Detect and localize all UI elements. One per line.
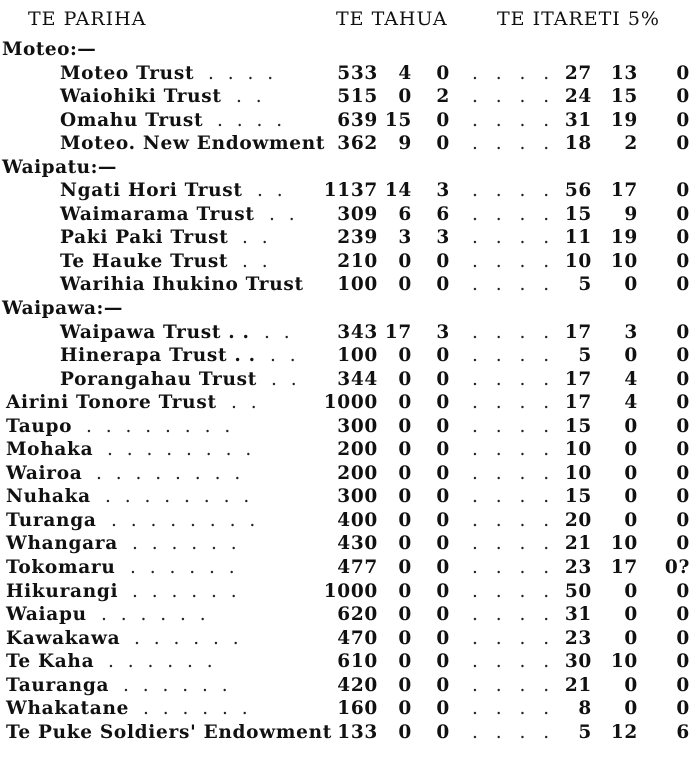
- amount-pence: 0: [436, 368, 450, 390]
- interest-shillings: 3: [624, 321, 638, 343]
- interest-pounds: 23: [564, 627, 592, 649]
- parish-name: Turanga: [6, 509, 97, 531]
- interest-shillings: 0: [624, 415, 638, 437]
- leader-dots: . . . .: [472, 627, 556, 649]
- table-row: [0, 650, 700, 674]
- interest-pounds: 11: [564, 227, 592, 249]
- header-amount: TE TAHUA: [336, 8, 448, 30]
- leader-dots: . .: [271, 368, 301, 390]
- table-row: [0, 627, 700, 651]
- leader-dots: . . . .: [472, 698, 556, 720]
- amount-shillings: 0: [398, 509, 412, 531]
- parish-name: Taupo: [6, 415, 73, 437]
- amount-pounds: 400: [337, 509, 378, 531]
- interest-shillings: 13: [610, 62, 638, 84]
- parish-name: Whangara: [6, 533, 118, 555]
- amount-pounds: 100: [337, 274, 378, 296]
- interest-pounds: 24: [564, 86, 592, 108]
- amount-shillings: 3: [398, 227, 412, 249]
- amount-shillings: 0: [398, 439, 412, 461]
- amount-pence: 0: [436, 557, 450, 579]
- leader-dots: . . . . . .: [101, 604, 210, 626]
- amount-pence: 0: [436, 698, 450, 720]
- interest-shillings: 0: [624, 486, 638, 508]
- interest-shillings: 9: [624, 203, 638, 225]
- interest-shillings: 0: [624, 580, 638, 602]
- leader-dots: . .: [257, 180, 287, 202]
- parish-name: Mohaka: [6, 439, 94, 461]
- table-row: [0, 391, 700, 415]
- parish-name: Waipawa Trust . .: [60, 321, 250, 343]
- leader-dots: . . . . . .: [108, 651, 217, 673]
- amount-pounds: 1000: [323, 392, 378, 414]
- leader-dots: . . . .: [472, 250, 556, 272]
- interest-pence: 0: [676, 509, 690, 531]
- interest-pounds: 5: [578, 274, 592, 296]
- leader-dots: . . . .: [472, 345, 556, 367]
- interest-pence: 0: [676, 86, 690, 108]
- amount-pounds: 639: [337, 109, 378, 131]
- table-row: [0, 674, 700, 698]
- parish-name: Porangahau Trust: [60, 368, 257, 390]
- leader-dots: . . . .: [472, 533, 556, 555]
- amount-pence: 0: [436, 439, 450, 461]
- leader-dots: . . . .: [472, 415, 556, 437]
- amount-pounds: 420: [337, 674, 378, 696]
- amount-pence: 3: [436, 321, 450, 343]
- leader-dots: . . . .: [472, 580, 556, 602]
- interest-pence: 0: [676, 392, 690, 414]
- section-heading: [0, 38, 700, 62]
- amount-pounds: 430: [337, 533, 378, 555]
- header-interest: TE ITARETI 5%: [497, 8, 660, 30]
- interest-pence: 0: [676, 580, 690, 602]
- amount-pounds: 533: [337, 62, 378, 84]
- table-row: [0, 203, 700, 227]
- section-label: Waipawa:—: [2, 298, 123, 320]
- leader-dots: . . . .: [217, 109, 287, 131]
- amount-shillings: 0: [398, 651, 412, 673]
- leader-dots: . . . .: [472, 439, 556, 461]
- amount-pence: 0: [436, 604, 450, 626]
- interest-pounds: 50: [564, 580, 592, 602]
- amount-shillings: 0: [398, 392, 412, 414]
- interest-pence: 0: [676, 486, 690, 508]
- amount-pounds: 300: [337, 486, 378, 508]
- interest-shillings: 0: [624, 674, 638, 696]
- amount-pence: 0: [436, 580, 450, 602]
- parish-name: Nuhaka: [6, 486, 91, 508]
- interest-pence: 0: [676, 439, 690, 461]
- amount-pence: 6: [436, 203, 450, 225]
- amount-shillings: 15: [384, 109, 412, 131]
- table-row: [0, 179, 700, 203]
- parish-name: Ngati Hori Trust: [60, 180, 243, 202]
- interest-shillings: 0: [624, 462, 638, 484]
- amount-pence: 2: [436, 86, 450, 108]
- table-row: [0, 415, 700, 439]
- interest-pounds: 17: [564, 368, 592, 390]
- parish-name: Paki Paki Trust: [60, 227, 229, 249]
- interest-pence: 0: [676, 203, 690, 225]
- interest-shillings: 17: [610, 557, 638, 579]
- interest-shillings: 17: [610, 180, 638, 202]
- leader-dots: . . . .: [472, 462, 556, 484]
- interest-shillings: 10: [610, 651, 638, 673]
- table-row: [0, 273, 700, 297]
- amount-shillings: 0: [398, 368, 412, 390]
- amount-shillings: 0: [398, 580, 412, 602]
- interest-pounds: 20: [564, 509, 592, 531]
- amount-shillings: 0: [398, 533, 412, 555]
- amount-shillings: 0: [398, 486, 412, 508]
- amount-shillings: 0: [398, 721, 412, 743]
- leader-dots: . .: [264, 321, 294, 343]
- leader-dots: . . . .: [472, 486, 556, 508]
- interest-pence: 0?: [664, 557, 690, 579]
- interest-pence: 0: [676, 533, 690, 555]
- leader-dots: . . . . . .: [132, 533, 241, 555]
- interest-shillings: 0: [624, 439, 638, 461]
- leader-dots: . . . .: [472, 674, 556, 696]
- parish-name: Moteo Trust: [60, 62, 195, 84]
- amount-pence: 0: [436, 721, 450, 743]
- parish-name: Moteo. New Endowment: [60, 133, 326, 155]
- amount-pounds: 477: [337, 557, 378, 579]
- amount-shillings: 0: [398, 274, 412, 296]
- interest-pence: 0: [676, 62, 690, 84]
- interest-pounds: 10: [564, 462, 592, 484]
- interest-pence: 0: [676, 133, 690, 155]
- amount-pence: 3: [436, 227, 450, 249]
- table-row: [0, 250, 700, 274]
- interest-pence: 0: [676, 345, 690, 367]
- interest-pounds: 15: [564, 415, 592, 437]
- interest-shillings: 4: [624, 368, 638, 390]
- amount-pounds: 620: [337, 604, 378, 626]
- parish-name: Waimarama Trust: [60, 203, 255, 225]
- leader-dots: . . . .: [472, 321, 556, 343]
- amount-pence: 0: [436, 627, 450, 649]
- interest-pounds: 56: [564, 180, 592, 202]
- leader-dots: . . . .: [472, 203, 556, 225]
- amount-pounds: 210: [337, 250, 378, 272]
- parish-name: Tauranga: [6, 674, 110, 696]
- table-row: [0, 697, 700, 721]
- interest-pence: 0: [676, 674, 690, 696]
- interest-shillings: 0: [624, 698, 638, 720]
- amount-shillings: 0: [398, 86, 412, 108]
- section-heading: [0, 297, 700, 321]
- section-label: Moteo:—: [2, 39, 97, 60]
- leader-dots: . . . .: [472, 721, 556, 743]
- leader-dots: . . . .: [472, 86, 556, 108]
- leader-dots: . . . .: [472, 368, 556, 390]
- parish-name: Te Hauke Trust: [60, 250, 229, 272]
- interest-pounds: 31: [564, 604, 592, 626]
- leader-dots: . . . .: [472, 274, 556, 296]
- amount-shillings: 6: [398, 203, 412, 225]
- leader-dots: . . . .: [472, 62, 556, 84]
- leader-dots: . . . .: [472, 392, 556, 414]
- parish-name: Te Puke Soldiers' Endowment: [6, 721, 332, 743]
- table-row: [0, 580, 700, 604]
- amount-shillings: 9: [398, 133, 412, 155]
- parish-name: Waiohiki Trust: [60, 86, 222, 108]
- interest-pence: 6: [676, 721, 690, 743]
- amount-pounds: 100: [337, 345, 378, 367]
- amount-shillings: 0: [398, 250, 412, 272]
- amount-pounds: 160: [337, 698, 378, 720]
- table-row: [0, 226, 700, 250]
- amount-pounds: 344: [337, 368, 378, 390]
- table-row: [0, 721, 700, 745]
- leader-dots: . .: [242, 227, 272, 249]
- leader-dots: . . . .: [472, 651, 556, 673]
- interest-shillings: 10: [610, 250, 638, 272]
- leader-dots: . . . . . .: [143, 698, 252, 720]
- interest-pence: 0: [676, 368, 690, 390]
- parish-name: Hikurangi: [6, 580, 119, 602]
- interest-pence: 0: [676, 109, 690, 131]
- amount-pence: 0: [436, 415, 450, 437]
- amount-pounds: 200: [337, 439, 378, 461]
- amount-shillings: 0: [398, 627, 412, 649]
- table-row: [0, 132, 700, 156]
- leader-dots: . .: [231, 392, 261, 414]
- interest-shillings: 10: [610, 533, 638, 555]
- interest-pounds: 5: [578, 721, 592, 743]
- interest-pounds: 10: [564, 250, 592, 272]
- table-row: [0, 532, 700, 556]
- amount-shillings: 4: [398, 62, 412, 84]
- table-body: [0, 38, 700, 744]
- amount-pence: 0: [436, 392, 450, 414]
- amount-pounds: 362: [337, 133, 378, 155]
- amount-pounds: 343: [337, 321, 378, 343]
- interest-pounds: 10: [564, 439, 592, 461]
- leader-dots: . . . . . .: [130, 557, 239, 579]
- amount-pounds: 470: [337, 627, 378, 649]
- interest-shillings: 4: [624, 392, 638, 414]
- interest-pence: 0: [676, 462, 690, 484]
- parish-name: Wairoa: [6, 462, 83, 484]
- interest-shillings: 2: [624, 133, 638, 155]
- leader-dots: . . . .: [472, 604, 556, 626]
- table-header: [0, 6, 700, 34]
- leader-dots: . . . .: [472, 133, 556, 155]
- parish-name: Warihia Ihukino Trust: [60, 274, 304, 296]
- amount-pounds: 133: [337, 721, 378, 743]
- leader-dots: . . . .: [472, 557, 556, 579]
- section-label: Waipatu:—: [2, 156, 117, 178]
- amount-pounds: 200: [337, 462, 378, 484]
- amount-pounds: 515: [337, 86, 378, 108]
- parish-name: Tokomaru: [6, 557, 116, 579]
- amount-pounds: 1000: [323, 580, 378, 602]
- amount-pence: 0: [436, 486, 450, 508]
- table-row: [0, 603, 700, 627]
- interest-pence: 0: [676, 698, 690, 720]
- interest-shillings: 0: [624, 604, 638, 626]
- leader-dots: . . . .: [472, 227, 556, 249]
- amount-pounds: 1137: [323, 180, 378, 202]
- parish-name: Airini Tonore Trust: [6, 392, 217, 414]
- interest-pounds: 17: [564, 321, 592, 343]
- amount-pounds: 309: [337, 203, 378, 225]
- table-row: [0, 321, 700, 345]
- amount-pence: 0: [436, 345, 450, 367]
- leader-dots: . .: [236, 86, 266, 108]
- parish-name: Kawakawa: [6, 627, 121, 649]
- amount-pounds: 239: [337, 227, 378, 249]
- amount-shillings: 0: [398, 345, 412, 367]
- table-row: [0, 368, 700, 392]
- amount-shillings: 0: [398, 674, 412, 696]
- header-parish: TE PARIHA: [28, 8, 147, 30]
- interest-pence: 0: [676, 227, 690, 249]
- interest-pounds: 5: [578, 345, 592, 367]
- interest-shillings: 0: [624, 509, 638, 531]
- interest-pounds: 30: [564, 651, 592, 673]
- amount-pence: 3: [436, 180, 450, 202]
- amount-pence: 0: [436, 133, 450, 155]
- interest-shillings: 0: [624, 345, 638, 367]
- interest-pence: 0: [676, 415, 690, 437]
- amount-pence: 0: [436, 509, 450, 531]
- table-row: [0, 462, 700, 486]
- amount-pence: 0: [436, 462, 450, 484]
- table-row: [0, 85, 700, 109]
- table-row: [0, 109, 700, 133]
- leader-dots: . . . . . .: [132, 580, 241, 602]
- interest-shillings: 19: [610, 109, 638, 131]
- leader-dots: . .: [270, 345, 300, 367]
- interest-pounds: 27: [564, 62, 592, 84]
- leader-dots: . . . . . . . .: [105, 486, 254, 508]
- leader-dots: . . . .: [208, 62, 278, 84]
- leader-dots: . .: [242, 250, 272, 272]
- table-row: [0, 62, 700, 86]
- amount-pence: 0: [436, 250, 450, 272]
- interest-pounds: 31: [564, 109, 592, 131]
- leader-dots: . . . . . . . .: [107, 439, 256, 461]
- interest-pounds: 18: [564, 133, 592, 155]
- interest-pence: 0: [676, 321, 690, 343]
- amount-shillings: 0: [398, 415, 412, 437]
- interest-pence: 0: [676, 651, 690, 673]
- amount-pence: 0: [436, 109, 450, 131]
- amount-shillings: 14: [384, 180, 412, 202]
- interest-shillings: 0: [624, 627, 638, 649]
- amount-pence: 0: [436, 274, 450, 296]
- interest-pounds: 21: [564, 674, 592, 696]
- parish-name: Te Kaha: [6, 651, 95, 673]
- parish-name: Whakatane: [6, 698, 130, 720]
- amount-pence: 0: [436, 651, 450, 673]
- leader-dots: . . . . . . . .: [86, 415, 235, 437]
- table-row: [0, 485, 700, 509]
- leader-dots: . . . . . . . .: [96, 462, 245, 484]
- interest-pounds: 21: [564, 533, 592, 555]
- amount-shillings: 0: [398, 557, 412, 579]
- amount-shillings: 0: [398, 698, 412, 720]
- parish-name: Waiapu: [6, 604, 87, 626]
- amount-pounds: 300: [337, 415, 378, 437]
- interest-shillings: 0: [624, 274, 638, 296]
- amount-shillings: 17: [384, 321, 412, 343]
- leader-dots: . . . .: [472, 180, 556, 202]
- interest-pence: 0: [676, 250, 690, 272]
- leader-dots: . . . .: [472, 109, 556, 131]
- table-row: [0, 438, 700, 462]
- section-heading: [0, 156, 700, 180]
- interest-pence: 0: [676, 627, 690, 649]
- interest-pence: 0: [676, 180, 690, 202]
- interest-pounds: 8: [578, 698, 592, 720]
- interest-shillings: 19: [610, 227, 638, 249]
- leader-dots: . . . .: [472, 509, 556, 531]
- amount-pence: 0: [436, 674, 450, 696]
- table-row: [0, 556, 700, 580]
- interest-pence: 0: [676, 604, 690, 626]
- interest-shillings: 15: [610, 86, 638, 108]
- amount-pence: 0: [436, 62, 450, 84]
- table-row: [0, 344, 700, 368]
- leader-dots: . . . . . .: [123, 674, 232, 696]
- interest-pounds: 17: [564, 392, 592, 414]
- table-row: [0, 509, 700, 533]
- amount-pence: 0: [436, 533, 450, 555]
- parish-name: Omahu Trust: [60, 109, 204, 131]
- leader-dots: . .: [269, 203, 299, 225]
- interest-pounds: 23: [564, 557, 592, 579]
- amount-shillings: 0: [398, 604, 412, 626]
- interest-pounds: 15: [564, 486, 592, 508]
- interest-pounds: 15: [564, 203, 592, 225]
- leader-dots: . . . . . . . .: [111, 509, 260, 531]
- amount-pounds: 610: [337, 651, 378, 673]
- leader-dots: . . . . . .: [134, 627, 243, 649]
- amount-shillings: 0: [398, 462, 412, 484]
- parish-name: Hinerapa Trust . .: [60, 345, 256, 367]
- interest-shillings: 12: [610, 721, 638, 743]
- interest-pence: 0: [676, 274, 690, 296]
